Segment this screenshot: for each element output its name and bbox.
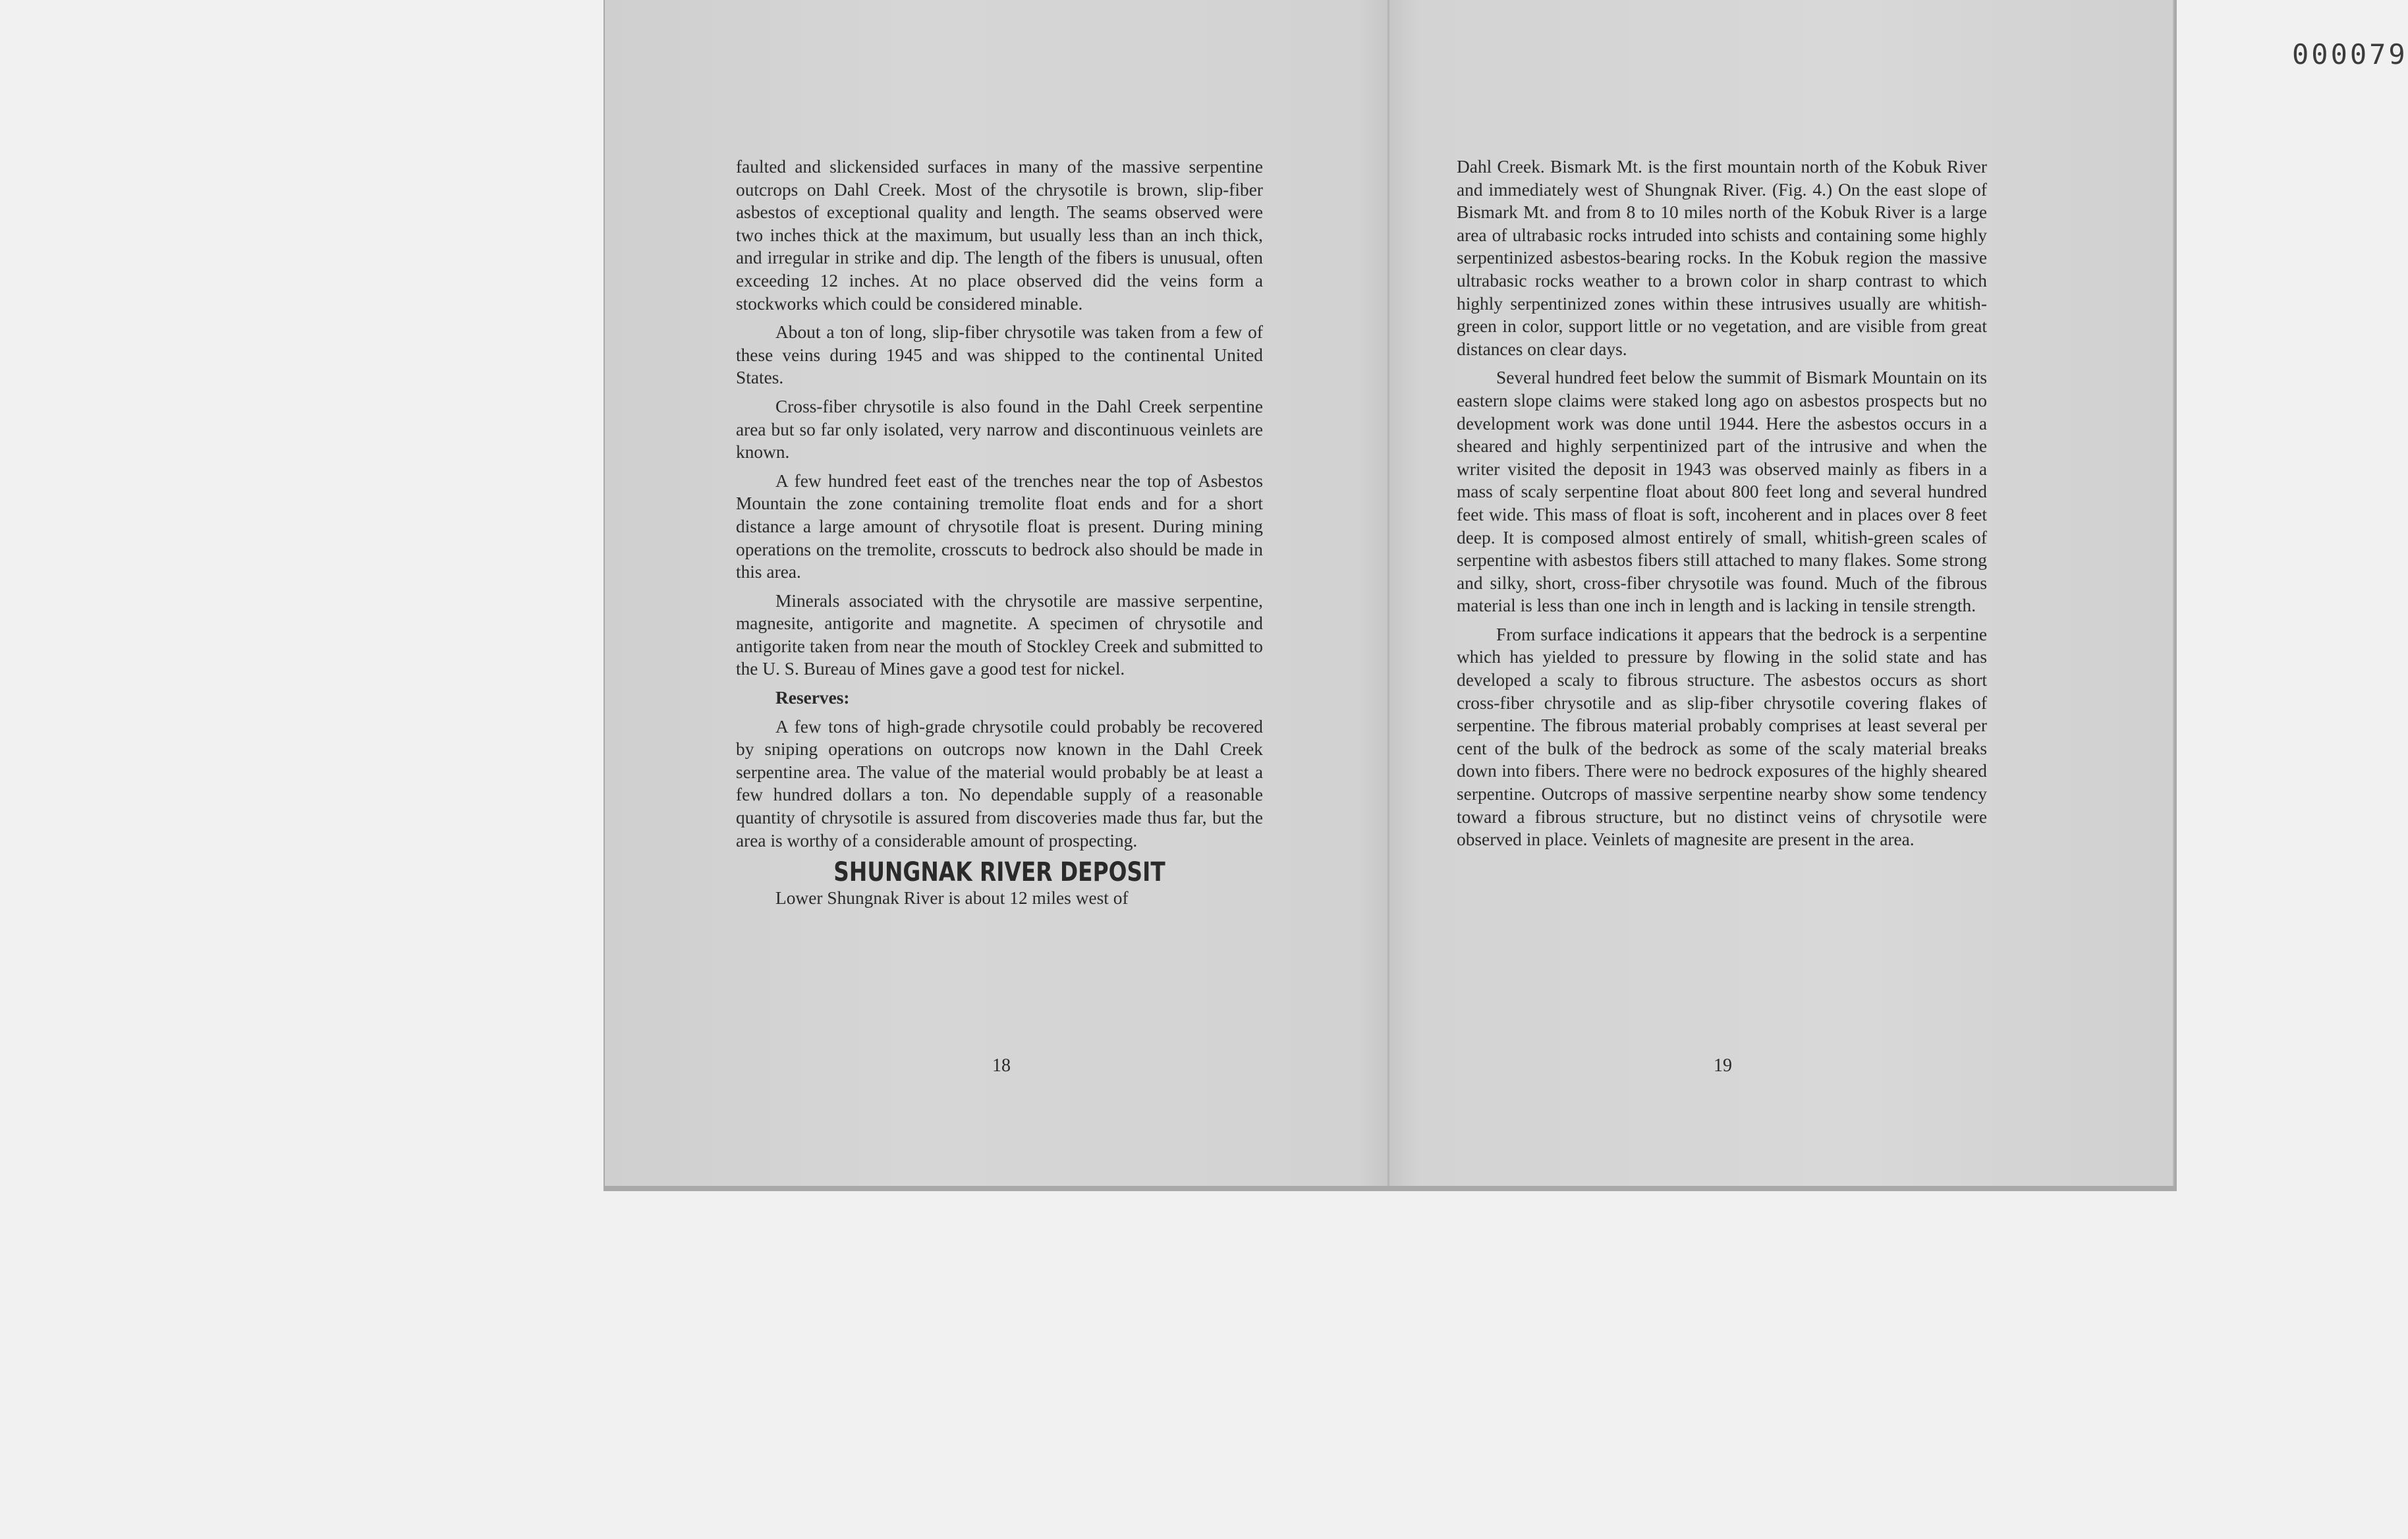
left-paragraph-3: Cross-fiber chrysotile is also found in the Dahl Creek serpentine area but so far only isolated, very narrow and discontinuous veinlets are known. <box>736 396 1263 462</box>
right-page <box>1389 0 2408 1186</box>
document-stamp-number: 000079 <box>2292 38 2408 70</box>
left-page-text <box>736 155 1263 916</box>
section-paragraph: Lower Shungnak River is about 12 miles west of <box>775 888 1129 909</box>
right-paragraph-1: Dahl Creek. Bismark Mt. is the first mountain north of the Kobuk River and immediately west of Shungnak River. (Fig. 4.) On the east slope of Bismark Mt. and from 8 to 10 miles north of the Kobuk River is a large area of ultrabasic rocks intruded into schists and containing some highly serpentinized asbestos-bearing rocks. In the Kobuk region the massive ultrabasic rocks weather to a brown color in sharp contrast to which highly serpentinized zones within these intrusives usually are whitish-green in color, support little or no vegetation, and are visible from great distances on clear days. <box>1457 157 1987 359</box>
page-number-right: 19 <box>1714 1055 1732 1076</box>
right-paragraph-3: From surface indications it appears that the bedrock is a serpentine which has yielded to pressure by flowing in the solid state and has developed a scaly to fibrous structure. The asbestos occurs as short cross-fiber chrysotile and as slip-fiber chrysotile covering flakes of serpentine. The fibrous material probably comprises at least several per cent of the bulk of the bedrock as some of the scaly material breaks down into fibers. There were no bedrock exposures of the highly sheared serpentine. Outcrops of massive serpentine nearby show some tendency toward a fibrous structure, but no distinct veins of chrysotile were observed in place. Veinlets of magnesite are present in the area. <box>1457 624 1987 850</box>
reserves-subheading: Reserves: <box>775 688 850 708</box>
left-paragraph-1: faulted and slickensided surfaces in many of the massive serpentine outcrops on Dahl Creek. Most of the chrysotile is brown, slip-fiber asbestos of exceptional quality and length. The seams observed were two inches thick at the maximum, but usually less than an inch thick, and irregular in strike and dip. The length of the fibers is unusual, often exceeding 12 inches. At no place observed did the veins form a stockworks which could be considered minable. <box>736 157 1263 314</box>
right-paragraph-2: Several hundred feet below the summit of Bismark Mountain on its eastern slope claims were staked long ago on asbestos prospects but no development work was done until 1944. Here the asbestos occurs in a sheared and highly serpentinized part of the intrusive and when the writer visited the deposit in 1943 was observed mainly as fibers in a mass of scaly serpentine float about 800 feet long and several hundred feet wide. This mass of float is soft, incoherent and in places over 8 feet deep. It is composed almost entirely of small, whitish-green scales of serpentine with asbestos fibers still attached to many flakes. Some strong and silky, short, cross-fiber chrysotile was found. Much of the fibrous material is less than one inch in length and is lacking in tensile strength. <box>1457 368 1987 616</box>
book-spread <box>605 0 2408 1186</box>
left-page <box>605 0 1389 1186</box>
left-paragraph-2: About a ton of long, slip-fiber chrysotile was taken from a few of these veins during 1945 and was shipped to the continental United States. <box>736 322 1263 388</box>
section-heading: SHUNGNAK RIVER DEPOSIT <box>833 857 1165 888</box>
left-paragraph-5: Minerals associated with the chrysotile are massive serpentine, magnesite, antigorite and magnetite. A specimen of chrysotile and antigorite taken from near the mouth of Stockley Creek and submitted to the U. S. Bureau of Mines gave a good test for nickel. <box>736 590 1263 679</box>
left-paragraph-4: A few hundred feet east of the trenches near the top of Asbestos Mountain the zone containing tremolite float ends and for a short distance a large amount of chrysotile float is present. During mining operations on the tremolite, crosscuts to bedrock also should be made in this area. <box>736 470 1263 582</box>
right-page-text <box>1457 155 1987 857</box>
reserves-paragraph: A few tons of high-grade chrysotile could probably be recovered by sniping operations on outcrops now known in the Dahl Creek serpentine area. The value of the material would probably be at least a few hundred dollars a ton. No dependable supply of a reasonable quantity of chrysotile is assured from discoveries made thus far, but the area is worthy of a considerable amount of prospecting. <box>736 716 1263 851</box>
page-number-left: 18 <box>992 1055 1011 1076</box>
